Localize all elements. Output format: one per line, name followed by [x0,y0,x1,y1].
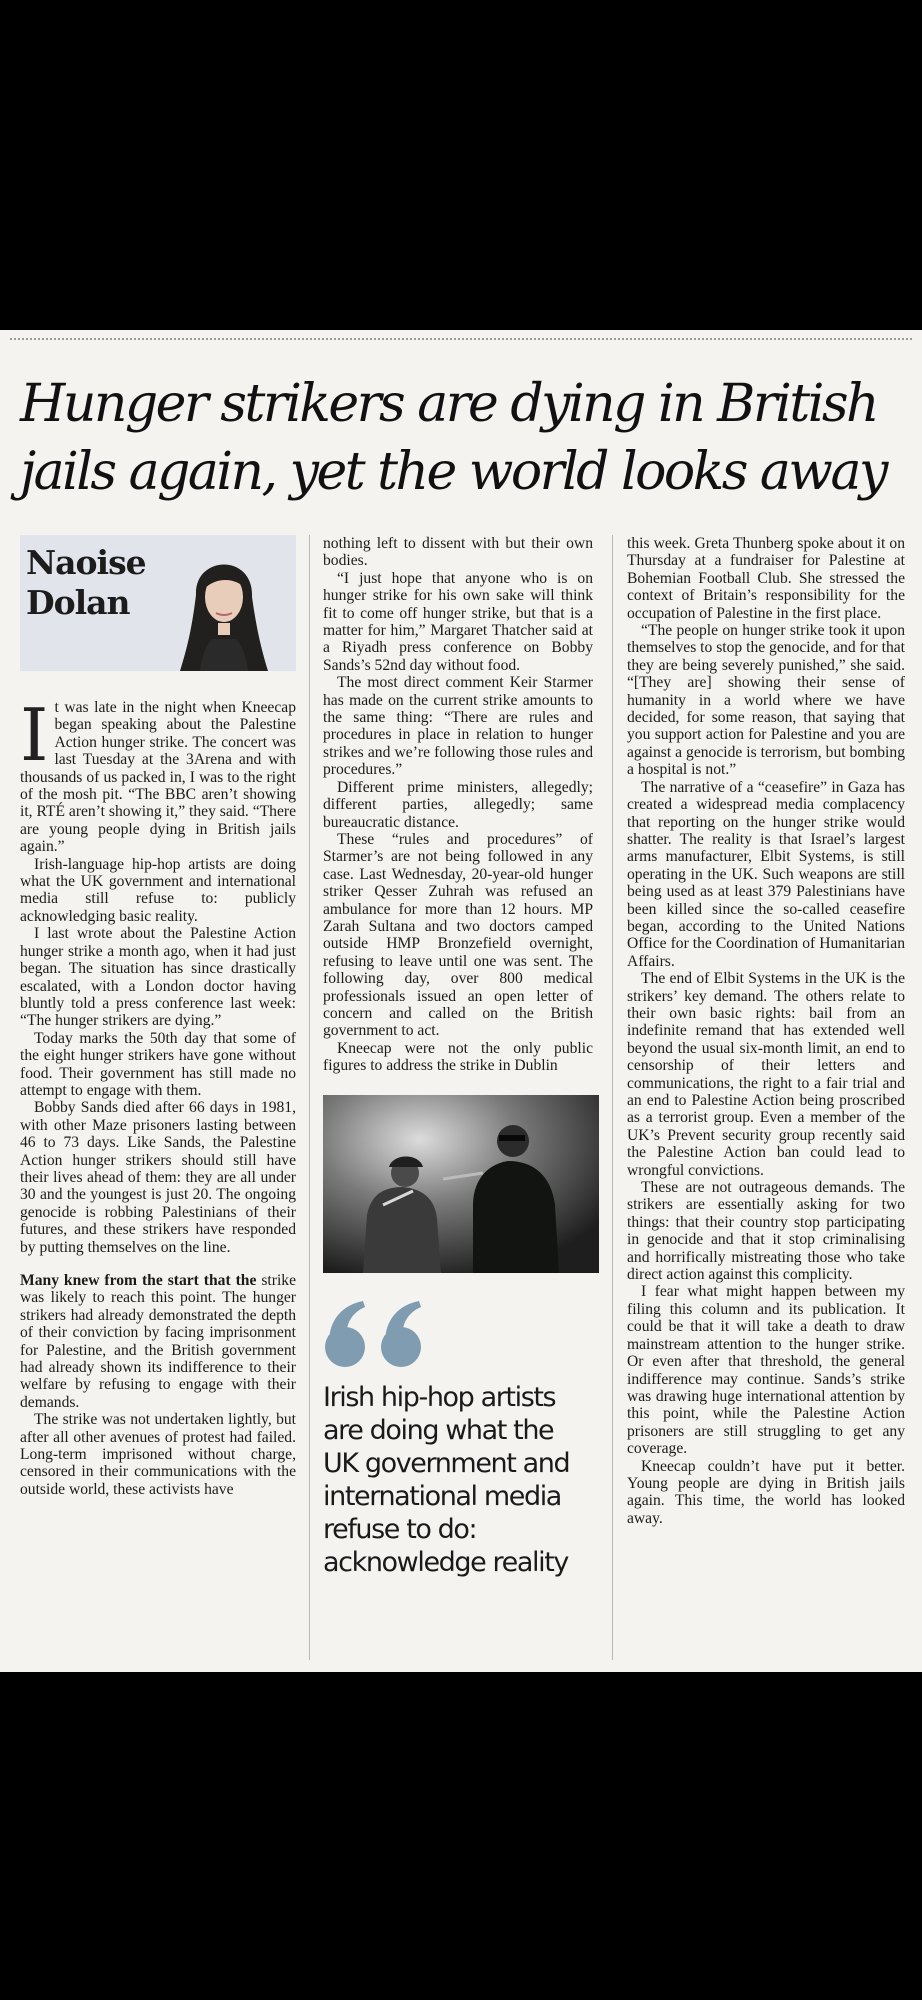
paragraph: The narrative of a “ceasefire” in Gaza has created a widespread media complacency that reporting on the hunger strike would shatter. The reality is that Israel’s largest arms manufacturer, Elbit Systems, is still operating in the UK. Such weapons are still being used as at least 379 Palestinians have been killed since the so-called ceasefire began, according to the United Nations Office for the Coordination of Humanitarian Affairs. [627,778,905,970]
byline-box [20,535,296,671]
paragraph: Irish-language hip-hop artists are doing what the UK government and international media still refuse to: publicly acknowledging basic reality. [20,855,296,925]
paragraph: Many knew from the start that the strike was likely to reach this point. The hunger strikers had already demonstrated the depth of their conviction by facing imprisonment for Palestine, and the British government had already shown its indifference to their welfare by refusing to engage with their demands. [20,1272,296,1411]
top-dotted-rule [10,338,912,340]
paragraph: Today marks the 50th day that some of the eight hunger strikers have gone without food. Their government has still made no attempt to engage with them. [20,1029,296,1099]
paragraph: Different prime ministers, allegedly; different parties, allegedly; same bureaucratic distance. [323,778,593,831]
paragraph: nothing left to dissent with but their own bodies. [323,535,593,570]
column-2 [323,535,593,1579]
column-rule [309,535,310,1660]
paragraph: Kneecap were not the only public figures to address the strike in Dublin [323,1039,593,1075]
column-1 [20,535,296,1498]
double-quote-icon [323,1299,433,1369]
author-name: Naoise Dolan [26,543,146,622]
paragraph: These “rules and procedures” of Starmer’s are not being followed in any case. Last Wednesday, 20-year-old hunger striker Qesser Zuhrah was refused an ambulance for more than 12 hours. MP Zarah Sultana and two doctors camped outside HMP Bronzefield overnight, refusing to leave until one was sent. The following day, over 800 medical professionals issued an open letter of concern and called on the British government to act. [323,830,593,1040]
column-3 [627,535,905,1527]
paragraph: “The people on hunger strike took it upon themselves to stop the genocide, and for that they are being severely punished,” she said. “[They are] showing their sense of humanity in a world where we have decided, for some reason, that saying that you support action for Palestine and you are against a genocide is terrorism, but bombing a hospital is not.” [627,622,906,779]
paragraph: These are not outrageous demands. The strikers are essentially asking for two things: that their country stop participating in genocide and that it stop criminalising and horrifically mistreating those who take direct action against this complicity. [627,1179,905,1284]
paragraph: It was late in the night when Kneecap began speaking about the Palestine Action hunger strike. The concert was last Tuesday at the 3Arena and with thousands of us packed in, I was to the right of the mosh pit. “The BBC aren’t showing it, RTÉ aren’t showing it,” they said. “There are young people dying in British jails again.” [20,693,296,856]
paragraph: this week. Greta Thunberg spoke about it on Thursday at a fundraiser for Palestine at Bohemian Football Club. She stressed the context of Britain’s responsibility for the occupation of Palestine in the first place. [627,535,905,622]
paragraph: I last wrote about the Palestine Action hunger strike a month ago, when it had just began. The situation has since drastically escalated, with a London doctor having bluntly told a press conference last week: “The hunger strikers are dying.” [20,925,296,1030]
dropcap: I [20,693,49,777]
paragraph: The most direct comment Keir Starmer has made on the current strike amounts to the same thing: “There are rules and procedures in place in relation to hunger strikes and we’re following those rules and procedures.” [323,674,593,779]
headline [20,370,910,506]
column-rule [612,535,613,1660]
paragraph: Bobby Sands died after 66 days in 1981, with other Maze prisoners lasting between 46 to 73 days. Like Sands, the Palestine Action hunger strikers should still have their lives ahead of them: they are all under 30 and the youngest is just 20. The ongoing genocide is robbing Palestinians of their futures, and these strikers have responded by putting themselves on the line. [20,1099,296,1256]
headline-line-2: jails again, yet the world looks away [20,442,886,502]
newspaper-page [0,330,922,1672]
paragraph: Kneecap couldn’t have put it better. Young people are dying in British jails again. This time, the world has looked away. [627,1457,905,1527]
paragraph: The strike was not undertaken lightly, but after all other avenues of protest had failed. Long-term imprisoned without charge, censored in their communications with the outside world, these activists have [20,1411,296,1498]
paragraph: I fear what might happen between my filing this column and its publication. It could be that it will take a death to draw mainstream attention to the hunger strike. Or even after that threshold, the general indifference may continue. Sands’s strike was drawing huge international attention by this point, while the Palestine Action prisoners are still struggling to get any coverage. [627,1283,905,1458]
concert-photo [323,1095,599,1273]
headline-line-1: Hunger strikers are dying in British [20,374,878,434]
pull-quote: Irish hip-hop artists are doing what the UK government and international media refuse to do: acknowledge reality [323,1382,570,1579]
paragraph: The end of Elbit Systems in the UK is the strikers’ key demand. The others relate to their own basic rights: bail from an indefinite remand that has extended well beyond the usual six-month limit, an end to censorship of their letters and communications, the right to a fair trial and an end to Palestine Action being proscribed as a terrorist group. Even a member of the UK’s Prevent security group recently said the Palestine Action ban could lead to wrongful convictions. [627,970,905,1179]
paragraph: “I just hope that anyone who is on hunger strike for his own sake will think fit to come off hunger strike, but that is a matter for him,” Margaret Thatcher said at a Riyadh press conference on Bobby Sands’s 52nd day without food. [323,569,593,674]
author-portrait [156,535,292,671]
section-lead: Many knew from the start that the [20,1272,257,1289]
